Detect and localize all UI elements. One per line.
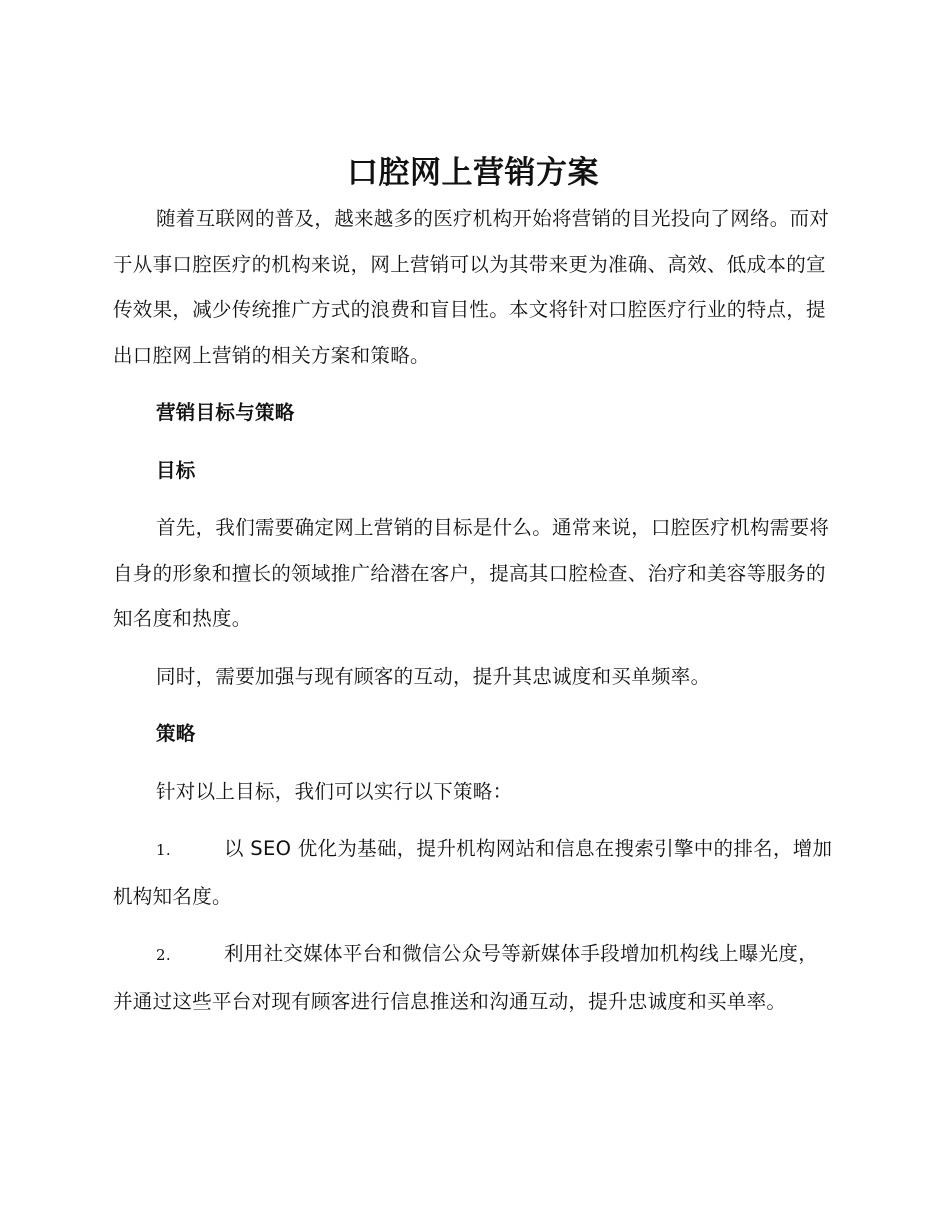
section-heading: 营销目标与策略: [156, 401, 295, 424]
strategy-intro: 针对以上目标，我们可以实行以下策略：: [156, 779, 513, 803]
list-item-text: 以 SEO 优化为基础，提升机构网站和信息在搜索引擎中的排名，增加机构知名度。: [113, 837, 833, 908]
goal-paragraph-1: 首先，我们需要确定网上营销的目标是什么。通常来说，口腔医疗机构需要将自身的形象和擅长的领域推广给潜在客户，提高其口腔检查、治疗和美容等服务的知名度和热度。: [113, 516, 830, 630]
strategy-item-2: [113, 931, 833, 1024]
strategy-heading: 策略: [156, 722, 196, 745]
document-title: 口腔网上营销方案: [347, 155, 599, 191]
list-item-text: 利用社交媒体平台和微信公众号等新媒体手段增加机构线上曝光度，并通过这些平台对现有顾客进行信息推送和沟通互动，提升忠诚度和买单率。: [113, 942, 819, 1013]
list-number: 2.: [156, 946, 171, 964]
goal-heading: 目标: [156, 458, 196, 482]
strategy-item-1: [113, 826, 833, 919]
document-page: [113, 148, 833, 1036]
intro-paragraph: 随着互联网的普及，越来越多的医疗机构开始将营销的目光投向了网络。而对于从事口腔医疗的机构来说，网上营销可以为其带来更为准确、高效、低成本的宣传效果，减少传统推广方式的浪费和盲目性。本文将针对口腔医疗行业的特点，提出口腔网上营销的相关方案和策略。: [113, 207, 830, 367]
list-number: 1.: [156, 841, 171, 859]
goal-paragraph-2: 同时，需要加强与现有顾客的互动，提升其忠诚度和买单频率。: [156, 664, 711, 688]
